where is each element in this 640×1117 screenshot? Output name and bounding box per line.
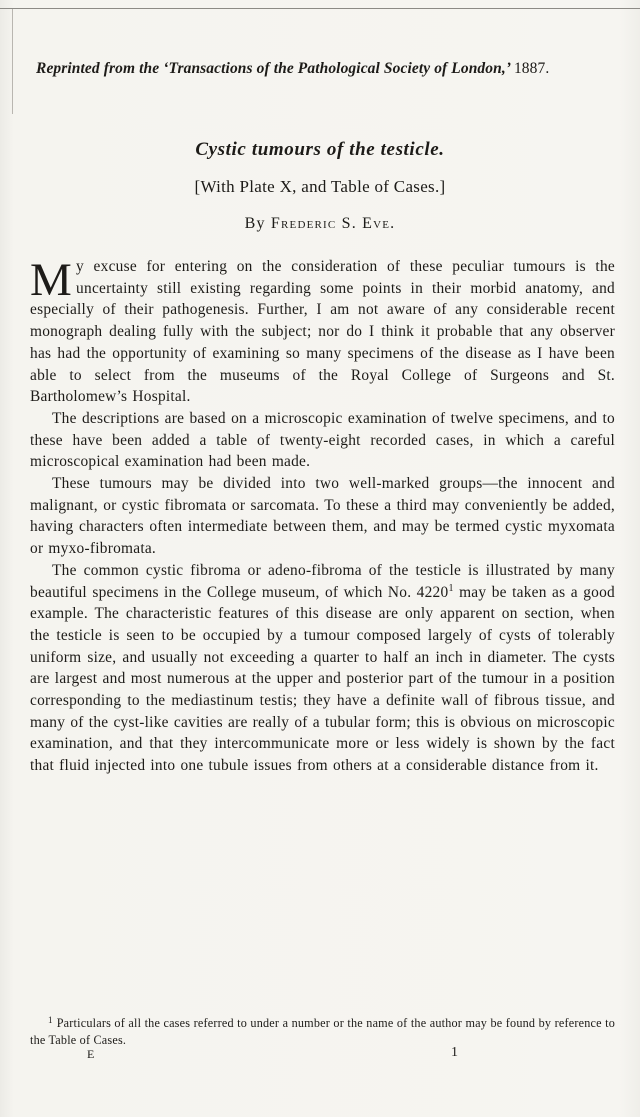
footnote [30,1012,615,1049]
footnote-text: Particulars of all the cases referred to under a number or the name of the author may be found by reference to the Table of Cases. [30,1016,615,1047]
footnote-reference: 1 [448,582,454,594]
paragraph-4-text-a: The common cystic fibroma or adeno-fibroma of the testicle is illustrated by many beautiful specimens in the College museum, of which No. 4220 [30,561,615,601]
reprint-notice [36,60,626,78]
reprint-year: 1887. [513,60,550,77]
drop-cap: M [30,254,73,306]
left-rule [12,9,13,114]
paragraph-1 [30,256,615,408]
footnote-mark: 1 [48,1015,53,1025]
reprint-prefix: Reprinted from the ‘ [36,60,169,77]
journal-name: Transactions of the Pathological Society of London, [168,60,506,77]
paragraph-4-text-b: may be taken as a good example. The characteristic features of this disease are only apparent on section, when the testicle is seen to be occupied by a tumour composed largely of cysts of tolerably uniform size, and usually not exceeding a quarter to half an inch in diameter. The cysts are largest and most numerous at the upper and posterior part of the tumour in a position corresponding to the mediastinum testis; they have a definite wall of fibrous tissue, and many of the cyst-like cavities are really of a tubular form; this is obvious on microscopic examination, and that they intercommunicate more or less widely is shown by the fact that fluid injected into one tubule issues from others at a considerable distance from it. [30,583,615,775]
paragraph-3: These tumours may be divided into two well-marked groups—the innocent and malignant, or cystic fibromata or sarcomata. To these a third may conveniently be added, having characters often intermediate between them, and may be termed cystic myxomata or myxo-fibromata. [30,475,615,558]
author-prefix: By [244,215,266,232]
paragraph-4 [30,560,615,777]
plate-note: [With Plate X, and Table of Cases.] [194,177,446,196]
paragraph-2: The descriptions are based on a microscopic examination of twelve specimens, and to these have been added a table of twenty-eight recorded cases, in which a careful microscopical examination had been made. [30,409,615,471]
author-name: Frederic S. Eve. [270,215,396,232]
signature-mark: E [87,1047,95,1061]
author-line [0,215,640,233]
top-rule [0,8,640,9]
body-text [30,256,615,777]
page-number: 1 [451,1045,458,1060]
paragraph-1-text: y excuse for entering on the consideration of these peculiar tumours is the uncertainty still existing regarding some points in their morbid anatomy, and especially of their pathogenesis. Further, I am not aware of any considerable recent monograph dealing fully with the subject; nor do I think it probable that any observer has had the opportunity of examining so many specimens of the disease as I have been able to select from the museums of the Royal College of Surgeons and St. Bartholomew’s Hospital. [30,258,615,406]
reprint-suffix: ’ [505,60,510,77]
article-title: Cystic tumours of the testicle. [195,139,445,160]
